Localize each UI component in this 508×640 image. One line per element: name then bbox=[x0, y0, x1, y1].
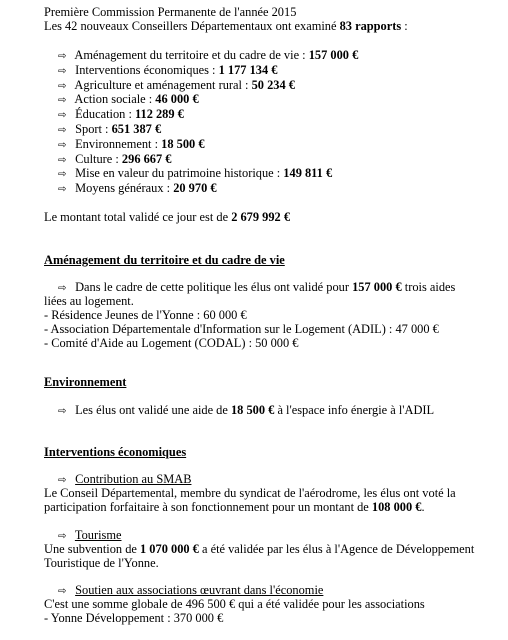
budget-item-amount: 46 000 € bbox=[155, 92, 199, 107]
budget-item-amount: 50 234 € bbox=[251, 77, 295, 92]
budget-item-label: Éducation : bbox=[75, 107, 135, 122]
intro-summary-text: Les 42 nouveaux Conseillers Départementaux ont examiné bbox=[44, 19, 340, 33]
section-heading-environnement: Environnement bbox=[44, 375, 127, 389]
environnement-text-pre: Les élus ont validé une aide de bbox=[75, 403, 231, 417]
budget-item-amount: 651 387 € bbox=[111, 122, 162, 136]
tourisme-line1-pre: Une subvention de bbox=[44, 542, 141, 556]
section-heading-interventions: Interventions économiques bbox=[44, 445, 187, 459]
soutien-line2: - Yonne Développement : 370 000 € bbox=[44, 611, 224, 625]
tourisme-line1 bbox=[44, 543, 474, 557]
budget-item-amount: 20 970 € bbox=[173, 181, 217, 196]
amenagement-bullet: - Résidence Jeunes de l'Yonne : 60 000 € bbox=[44, 308, 247, 322]
tourisme-line2: Touristique de l'Yonne. bbox=[44, 556, 159, 570]
arrow-icon: ⇨ bbox=[58, 169, 67, 181]
total-amount: 2 679 992 € bbox=[231, 210, 291, 224]
arrow-icon: ⇨ bbox=[58, 80, 67, 92]
amenagement-amount: 157 000 € bbox=[352, 280, 402, 294]
smab-amount: 108 000 € bbox=[371, 500, 422, 514]
budget-item-label: Sport : bbox=[75, 122, 112, 136]
intro-summary bbox=[44, 20, 408, 34]
budget-item-label: Interventions économiques : bbox=[75, 62, 219, 77]
budget-list-item bbox=[58, 123, 161, 138]
budget-list-item bbox=[58, 153, 171, 168]
amenagement-bullet: - Comité d'Aide au Logement (CODAL) : 50 000 € bbox=[44, 336, 299, 350]
smab-line2 bbox=[44, 501, 425, 515]
amenagement-bullet: - Association Départementale d'Information sur le Logement (ADIL) : 47 000 € bbox=[44, 322, 439, 336]
arrow-icon: ⇨ bbox=[58, 139, 67, 151]
tourisme-amount: 1 070 000 € bbox=[140, 542, 199, 556]
budget-item-label: Agriculture et aménagement rural : bbox=[74, 77, 252, 92]
smab-line1: Le Conseil Départemental, membre du syndicat de l'aérodrome, les élus ont voté la bbox=[44, 486, 456, 500]
intro-summary-suffix: : bbox=[401, 19, 408, 33]
budget-item-amount: 149 811 € bbox=[283, 166, 333, 181]
arrow-icon: ⇨ bbox=[58, 406, 67, 417]
budget-list-item bbox=[58, 64, 277, 79]
budget-item-label: Aménagement du territoire et du cadre de vie : bbox=[74, 48, 309, 62]
budget-item-label: Moyens généraux : bbox=[75, 181, 174, 196]
budget-item-label: Action sociale : bbox=[74, 92, 156, 107]
amenagement-text-post: trois aides bbox=[401, 280, 456, 294]
budget-list-item bbox=[58, 167, 332, 182]
amenagement-text-pre: Dans le cadre de cette politique les élus ont validé pour bbox=[75, 280, 353, 294]
arrow-icon: ⇨ bbox=[58, 95, 67, 107]
budget-list-item bbox=[58, 108, 184, 123]
budget-list-item bbox=[58, 182, 217, 197]
environnement-text bbox=[58, 404, 434, 419]
environnement-amount: 18 500 € bbox=[230, 403, 275, 417]
total-text: Le montant total validé ce jour est de bbox=[44, 210, 232, 224]
budget-list-item bbox=[58, 49, 358, 64]
soutien-title-text: Soutien aux associations œuvrant dans l'économie bbox=[75, 583, 324, 597]
section-heading-amenagement: Aménagement du territoire et du cadre de vie bbox=[44, 253, 285, 267]
tourisme-title-text: Tourisme bbox=[74, 528, 122, 542]
intro-report-count: 83 rapports bbox=[339, 19, 402, 33]
arrow-icon: ⇨ bbox=[58, 586, 67, 597]
budget-item-amount: 296 667 € bbox=[121, 151, 172, 166]
arrow-icon: ⇨ bbox=[58, 125, 67, 136]
arrow-icon: ⇨ bbox=[58, 475, 67, 486]
total-line bbox=[44, 211, 290, 225]
budget-list-item bbox=[58, 79, 295, 94]
arrow-icon: ⇨ bbox=[58, 283, 67, 294]
smab-line2-text: participation forfaitaire à son fonctionnement pour un montant de bbox=[44, 500, 372, 514]
budget-item-amount: 1 177 134 € bbox=[218, 62, 278, 77]
arrow-icon: ⇨ bbox=[58, 110, 67, 122]
amenagement-text-continued: liées au logement. bbox=[44, 294, 134, 308]
smab-line2-suffix: . bbox=[421, 500, 425, 514]
budget-list-item bbox=[58, 138, 205, 153]
soutien-line1: C'est une somme globale de 496 500 € qui a été validée pour les associations bbox=[44, 597, 425, 611]
intro-title: Première Commission Permanente de l'année 2015 bbox=[44, 5, 297, 19]
budget-item-amount: 157 000 € bbox=[308, 48, 359, 62]
budget-item-label: Culture : bbox=[75, 151, 122, 166]
arrow-icon: ⇨ bbox=[58, 184, 67, 196]
arrow-icon: ⇨ bbox=[58, 531, 67, 542]
budget-item-label: Environnement : bbox=[75, 136, 162, 151]
arrow-icon: ⇨ bbox=[58, 154, 67, 166]
budget-item-label: Mise en valeur du patrimoine historique : bbox=[75, 166, 284, 181]
tourisme-line1-post: a été validée par les élus à l'Agence de Développement bbox=[198, 542, 475, 556]
budget-list-item bbox=[58, 93, 199, 108]
arrow-icon: ⇨ bbox=[58, 51, 67, 62]
arrow-icon: ⇨ bbox=[58, 65, 67, 77]
budget-item-amount: 18 500 € bbox=[161, 136, 205, 151]
smab-title-text: Contribution au SMAB bbox=[75, 472, 192, 486]
budget-item-amount: 112 289 € bbox=[134, 107, 184, 122]
environnement-text-post: à l'espace info énergie à l'ADIL bbox=[274, 403, 435, 417]
